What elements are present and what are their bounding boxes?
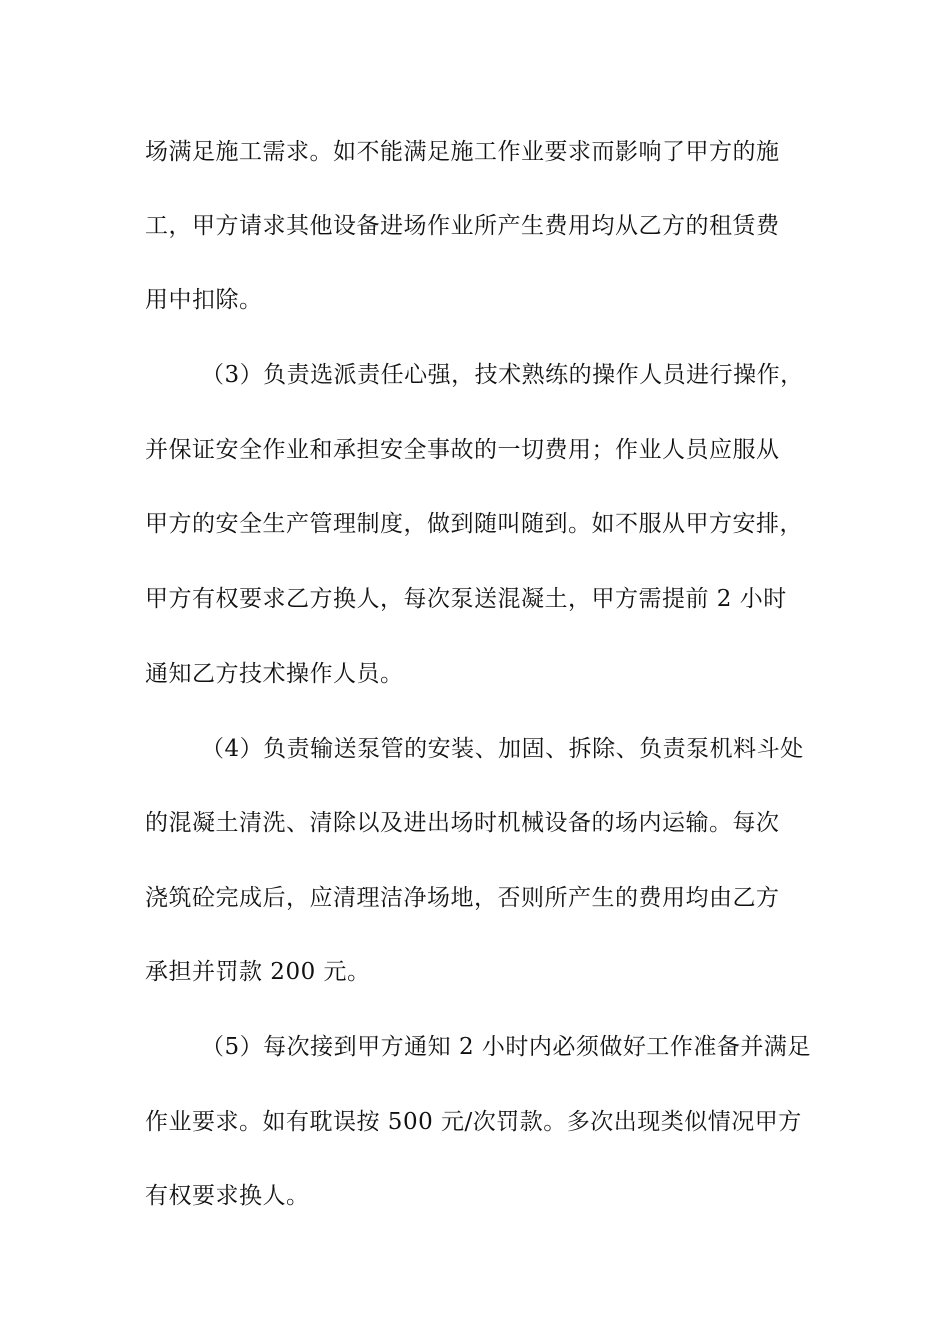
text-line: 的混凝土清洗、清除以及进出场时机械设备的场内运输。每次: [145, 810, 780, 836]
text-line: 甲方有权要求乙方换人，每次泵送混凝土，甲方需提前 2 小时: [145, 586, 787, 612]
text-line: 浇筑砼完成后，应清理洁净场地，否则所产生的费用均由乙方: [145, 885, 780, 911]
text-line: 承担并罚款 200 元。: [145, 959, 371, 985]
text-line: 有权要求换人。: [145, 1183, 310, 1209]
text-line: 场满足施工需求。如不能满足施工作业要求而影响了甲方的施: [145, 139, 780, 165]
text-line: 作业要求。如有耽误按 500 元/次罚款。多次出现类似情况甲方: [145, 1109, 802, 1135]
paragraph-3-first-line: （3）负责选派责任心强，技术熟练的操作人员进行操作，: [201, 362, 804, 388]
text-line: 工，甲方请求其他设备进场作业所产生费用均从乙方的租赁费: [145, 213, 780, 239]
text-line: 通知乙方技术操作人员。: [145, 661, 404, 687]
text-line: 用中扣除。: [145, 287, 263, 313]
text-line: 并保证安全作业和承担安全事故的一切费用；作业人员应服从: [145, 437, 780, 463]
paragraph-4-first-line: （4）负责输送泵管的安装、加固、拆除、负责泵机料斗处: [201, 736, 804, 762]
text-line: 甲方的安全生产管理制度，做到随叫随到。如不服从甲方安排，: [145, 511, 803, 537]
paragraph-5-first-line: （5）每次接到甲方通知 2 小时内必须做好工作准备并满足: [201, 1034, 811, 1060]
